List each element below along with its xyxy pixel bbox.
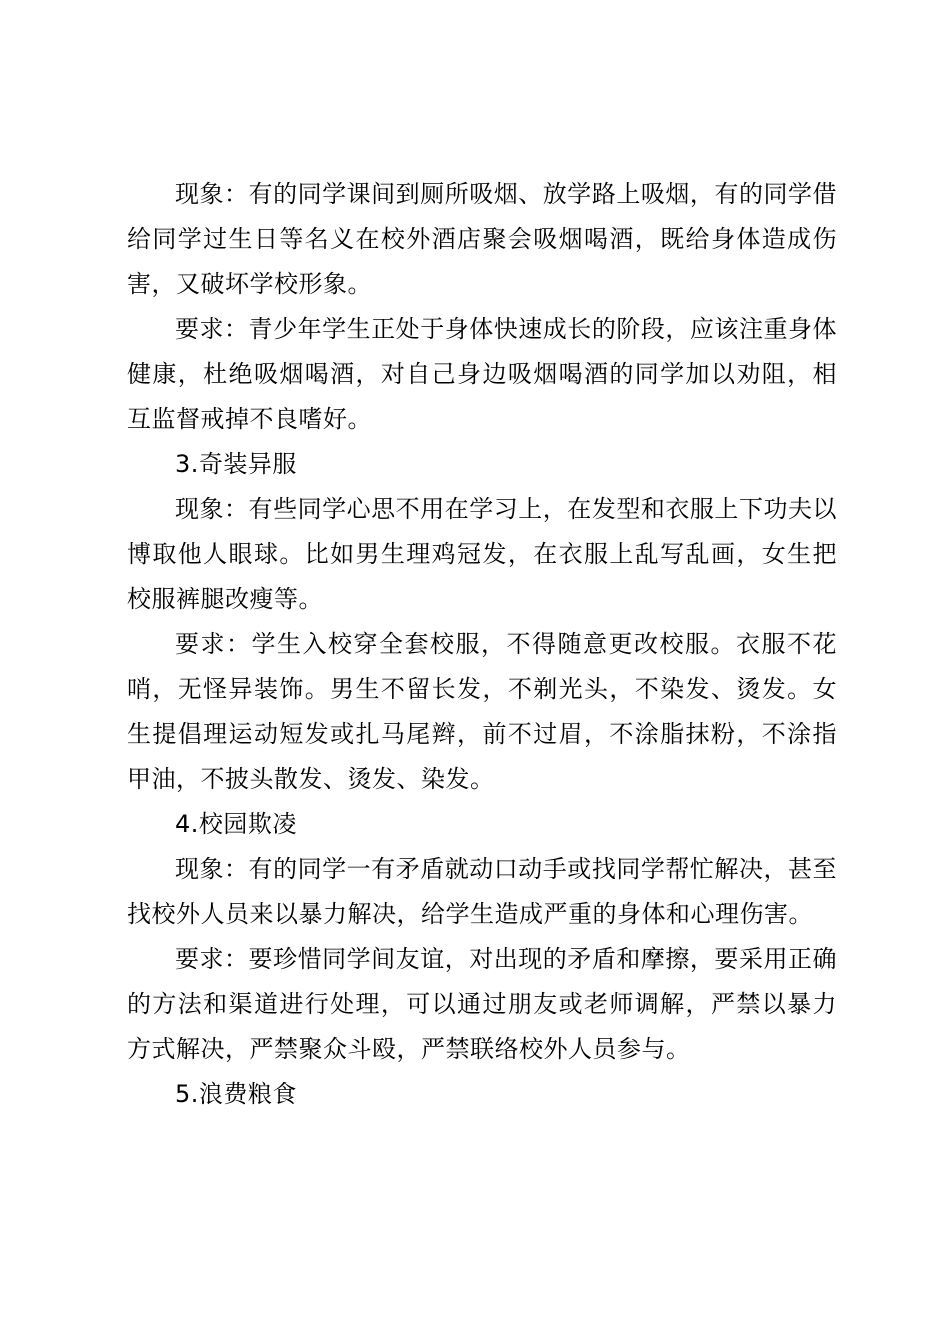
section-heading-5: 5.浪费粮食 [175,1080,297,1108]
paragraph-bullying-requirement: 要求：要珍惜同学间友谊，对出现的矛盾和摩擦，要采用正确的方法和渠道进行处理，可以通过朋友或老师调解，严禁以暴力方式解决，严禁聚众斗殴，严禁联络校外人员参与。 [127,945,837,1063]
paragraph-bullying-phenomenon: 现象：有的同学一有矛盾就动口动手或找同学帮忙解决，甚至找校外人员来以暴力解决，给学生造成严重的身体和心理伤害。 [127,855,837,928]
paragraph-dress-phenomenon: 现象：有些同学心思不用在学习上，在发型和衣服上下功夫以博取他人眼球。比如男生理鸡冠发，在衣服上乱写乱画，女生把校服裤腿改瘦等。 [127,495,837,613]
paragraph-dress-requirement: 要求：学生入校穿全套校服，不得随意更改校服。衣服不花哨，无怪异装饰。男生不留长发，不剃光头，不染发、烫发。女生提倡理运动短发或扎马尾辫，前不过眉，不涂脂抹粉，不涂指甲油，不披头散发、烫发、染发。 [127,630,837,793]
paragraph-smoking-phenomenon: 现象：有的同学课间到厕所吸烟、放学路上吸烟，有的同学借给同学过生日等名义在校外酒店聚会吸烟喝酒，既给身体造成伤害，又破坏学校形象。 [127,180,837,298]
paragraph-smoking-requirement: 要求：青少年学生正处于身体快速成长的阶段，应该注重身体健康，杜绝吸烟喝酒，对自己身边吸烟喝酒的同学加以劝阻，相互监督戒掉不良嗜好。 [127,315,837,433]
section-heading-4: 4.校园欺凌 [175,810,297,838]
section-heading-3: 3.奇装异服 [175,450,297,478]
document-body [127,172,837,1117]
